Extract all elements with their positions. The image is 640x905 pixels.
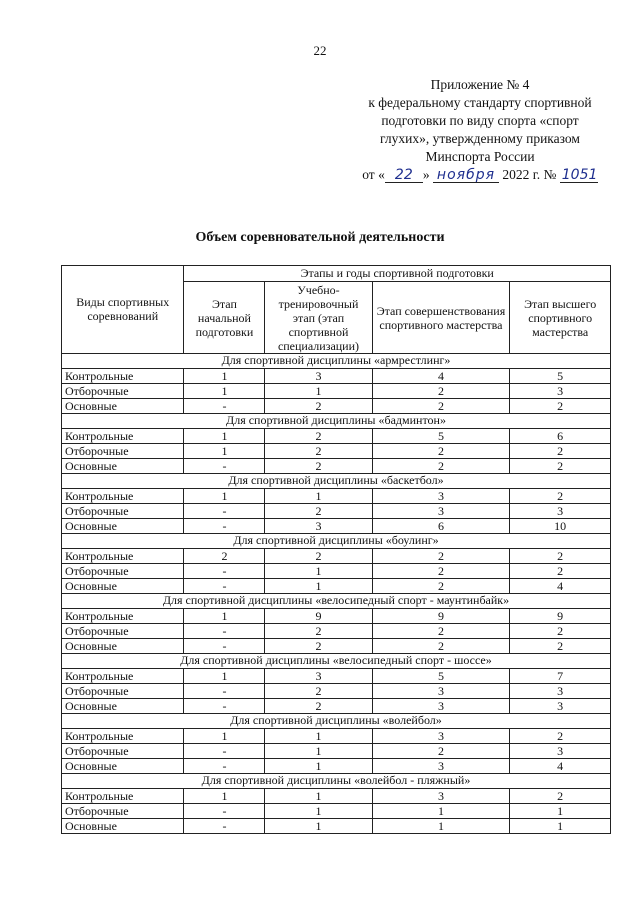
value-cell: - (184, 579, 265, 594)
value-cell: - (184, 639, 265, 654)
document-title: Объем соревновательной деятельности (195, 230, 445, 245)
table-row (62, 699, 611, 714)
value-cell: - (184, 684, 265, 699)
row-label: Контрольные (62, 549, 184, 564)
row-label: Контрольные (62, 489, 184, 504)
value-cell: 2 (372, 639, 510, 654)
row-label: Основные (62, 819, 184, 834)
value-cell: 2 (372, 549, 510, 564)
value-cell: 2 (372, 444, 510, 459)
discipline-header-row (62, 354, 611, 369)
value-cell: - (184, 519, 265, 534)
value-cell: 1 (265, 384, 372, 399)
value-cell: 3 (510, 504, 611, 519)
table-row (62, 624, 611, 639)
value-cell: 6 (372, 519, 510, 534)
discipline-title: Для спортивной дисциплины «бадминтон» (62, 414, 611, 429)
value-cell: 1 (265, 744, 372, 759)
value-cell: 3 (510, 699, 611, 714)
value-cell: 1 (265, 804, 372, 819)
row-label: Отборочные (62, 684, 184, 699)
row-label: Основные (62, 699, 184, 714)
date-year: 2022 г. № (502, 167, 557, 182)
value-cell: 3 (372, 729, 510, 744)
table-row (62, 744, 611, 759)
appendix-line-1: Приложение № 4 (430, 77, 530, 92)
value-cell: 2 (265, 549, 372, 564)
value-cell: - (184, 459, 265, 474)
value-cell: 2 (265, 444, 372, 459)
value-cell: 1 (184, 384, 265, 399)
row-label: Основные (62, 579, 184, 594)
value-cell: - (184, 624, 265, 639)
date-prefix: от « (362, 167, 385, 182)
value-cell: 9 (510, 609, 611, 624)
appendix-line-4: глухих», утвержденному приказом (380, 131, 580, 146)
row-label: Основные (62, 459, 184, 474)
value-cell: 1 (510, 819, 611, 834)
discipline-title: Для спортивной дисциплины «армрестлинг» (62, 354, 611, 369)
table-row (62, 519, 611, 534)
header-stage-initial: Этап начальной подготовки (184, 282, 265, 354)
row-label: Контрольные (62, 789, 184, 804)
table-row (62, 399, 611, 414)
value-cell: 2 (510, 639, 611, 654)
value-cell: 1 (372, 804, 510, 819)
table-row (62, 564, 611, 579)
value-cell: 1 (265, 489, 372, 504)
value-cell: 2 (372, 744, 510, 759)
value-cell: 2 (372, 624, 510, 639)
discipline-header-row (62, 414, 611, 429)
value-cell: 2 (510, 789, 611, 804)
value-cell: 3 (510, 684, 611, 699)
table-row (62, 489, 611, 504)
value-cell: 3 (372, 504, 510, 519)
appendix-line-5: Минспорта России (425, 149, 535, 164)
table-row (62, 504, 611, 519)
value-cell: 2 (184, 549, 265, 564)
value-cell: - (184, 759, 265, 774)
value-cell: 3 (372, 489, 510, 504)
value-cell: 1 (184, 609, 265, 624)
value-cell: 9 (265, 609, 372, 624)
discipline-header-row (62, 534, 611, 549)
row-label: Отборочные (62, 504, 184, 519)
competition-volume-table (61, 265, 611, 834)
value-cell: 2 (510, 729, 611, 744)
header-stage-highest: Этап высшего спортивного мастерства (510, 282, 611, 354)
row-label: Основные (62, 639, 184, 654)
appendix-line-2: к федеральному стандарту спортивной (368, 95, 592, 110)
table-row (62, 429, 611, 444)
value-cell: 3 (265, 669, 372, 684)
discipline-title: Для спортивной дисциплины «волейбол» (62, 714, 611, 729)
value-cell: 2 (510, 399, 611, 414)
value-cell: 3 (372, 684, 510, 699)
appendix-line-3: подготовки по виду спорта «спорт (381, 113, 579, 128)
value-cell: 4 (372, 369, 510, 384)
page-number: 22 (313, 43, 327, 58)
value-cell: 3 (372, 759, 510, 774)
row-label: Основные (62, 759, 184, 774)
value-cell: 2 (372, 384, 510, 399)
appendix-date-line (330, 166, 630, 184)
value-cell: 1 (265, 759, 372, 774)
table-body (62, 354, 611, 834)
table-row (62, 789, 611, 804)
discipline-header-row (62, 714, 611, 729)
value-cell: 1 (184, 489, 265, 504)
table-row (62, 639, 611, 654)
value-cell: 2 (265, 624, 372, 639)
value-cell: - (184, 504, 265, 519)
header-stages: Этапы и годы спортивной подготовки (184, 266, 611, 282)
value-cell: 2 (265, 429, 372, 444)
discipline-header-row (62, 654, 611, 669)
table-row (62, 579, 611, 594)
table-row (62, 459, 611, 474)
value-cell: 1 (184, 444, 265, 459)
discipline-title: Для спортивной дисциплины «велосипедный спорт - шоссе» (62, 654, 611, 669)
value-cell: 4 (510, 579, 611, 594)
value-cell: 3 (372, 789, 510, 804)
value-cell: 2 (265, 399, 372, 414)
header-stage-training: Учебно-тренировочный этап (этап спортивной специализации) (265, 282, 372, 354)
value-cell: 9 (372, 609, 510, 624)
value-cell: 3 (265, 519, 372, 534)
row-label: Отборочные (62, 744, 184, 759)
row-label: Отборочные (62, 624, 184, 639)
table-row (62, 684, 611, 699)
table-row (62, 444, 611, 459)
table-row (62, 759, 611, 774)
row-label: Отборочные (62, 804, 184, 819)
table-row (62, 804, 611, 819)
row-label: Отборочные (62, 564, 184, 579)
value-cell: 4 (510, 759, 611, 774)
value-cell: 5 (372, 429, 510, 444)
value-cell: 10 (510, 519, 611, 534)
value-cell: 2 (372, 564, 510, 579)
value-cell: - (184, 744, 265, 759)
row-label: Контрольные (62, 729, 184, 744)
value-cell: 1 (265, 729, 372, 744)
value-cell: 2 (265, 684, 372, 699)
row-label: Контрольные (62, 609, 184, 624)
value-cell: 2 (372, 459, 510, 474)
value-cell: 2 (510, 549, 611, 564)
row-label: Основные (62, 519, 184, 534)
value-cell: 2 (510, 624, 611, 639)
value-cell: 5 (372, 669, 510, 684)
table-row (62, 369, 611, 384)
value-cell: 2 (510, 564, 611, 579)
row-label: Контрольные (62, 669, 184, 684)
value-cell: 1 (184, 429, 265, 444)
header-competition-kinds: Виды спортивных соревнований (62, 266, 184, 354)
row-label: Отборочные (62, 444, 184, 459)
value-cell: 2 (372, 399, 510, 414)
value-cell: 2 (510, 489, 611, 504)
discipline-title: Для спортивной дисциплины «баскетбол» (62, 474, 611, 489)
value-cell: 1 (265, 819, 372, 834)
table-row (62, 669, 611, 684)
value-cell: 2 (510, 459, 611, 474)
value-cell: 2 (265, 699, 372, 714)
table-row (62, 384, 611, 399)
value-cell: 3 (510, 384, 611, 399)
order-number-handwritten: 1051 (561, 167, 598, 183)
value-cell: 1 (184, 669, 265, 684)
value-cell: 3 (265, 369, 372, 384)
value-cell: 1 (510, 804, 611, 819)
table-row (62, 819, 611, 834)
date-month-handwritten: ноября (433, 168, 499, 183)
table-row (62, 549, 611, 564)
header-stage-improvement: Этап совершенствования спортивного мастерства (372, 282, 510, 354)
date-day-handwritten: 22 (385, 168, 423, 183)
discipline-title: Для спортивной дисциплины «волейбол - пляжный» (62, 774, 611, 789)
discipline-title: Для спортивной дисциплины «боулинг» (62, 534, 611, 549)
date-quote-close: » (422, 167, 430, 182)
discipline-header-row (62, 474, 611, 489)
row-label: Отборочные (62, 384, 184, 399)
table-row (62, 609, 611, 624)
value-cell: 2 (372, 579, 510, 594)
appendix-header (330, 76, 630, 184)
value-cell: 1 (184, 789, 265, 804)
discipline-header-row (62, 594, 611, 609)
value-cell: 2 (265, 504, 372, 519)
row-label: Основные (62, 399, 184, 414)
value-cell: 5 (510, 369, 611, 384)
value-cell: 3 (510, 744, 611, 759)
discipline-header-row (62, 774, 611, 789)
value-cell: 1 (265, 789, 372, 804)
value-cell: 2 (265, 459, 372, 474)
value-cell: - (184, 564, 265, 579)
value-cell: - (184, 804, 265, 819)
value-cell: 1 (372, 819, 510, 834)
value-cell: 2 (265, 639, 372, 654)
value-cell: - (184, 399, 265, 414)
value-cell: 7 (510, 669, 611, 684)
discipline-title: Для спортивной дисциплины «велосипедный спорт - маунтинбайк» (62, 594, 611, 609)
value-cell: 6 (510, 429, 611, 444)
value-cell: 2 (510, 444, 611, 459)
value-cell: 1 (184, 729, 265, 744)
row-label: Контрольные (62, 429, 184, 444)
row-label: Контрольные (62, 369, 184, 384)
table-row (62, 729, 611, 744)
value-cell: - (184, 819, 265, 834)
value-cell: 1 (265, 564, 372, 579)
value-cell: 1 (184, 369, 265, 384)
value-cell: 3 (372, 699, 510, 714)
value-cell: - (184, 699, 265, 714)
value-cell: 1 (265, 579, 372, 594)
